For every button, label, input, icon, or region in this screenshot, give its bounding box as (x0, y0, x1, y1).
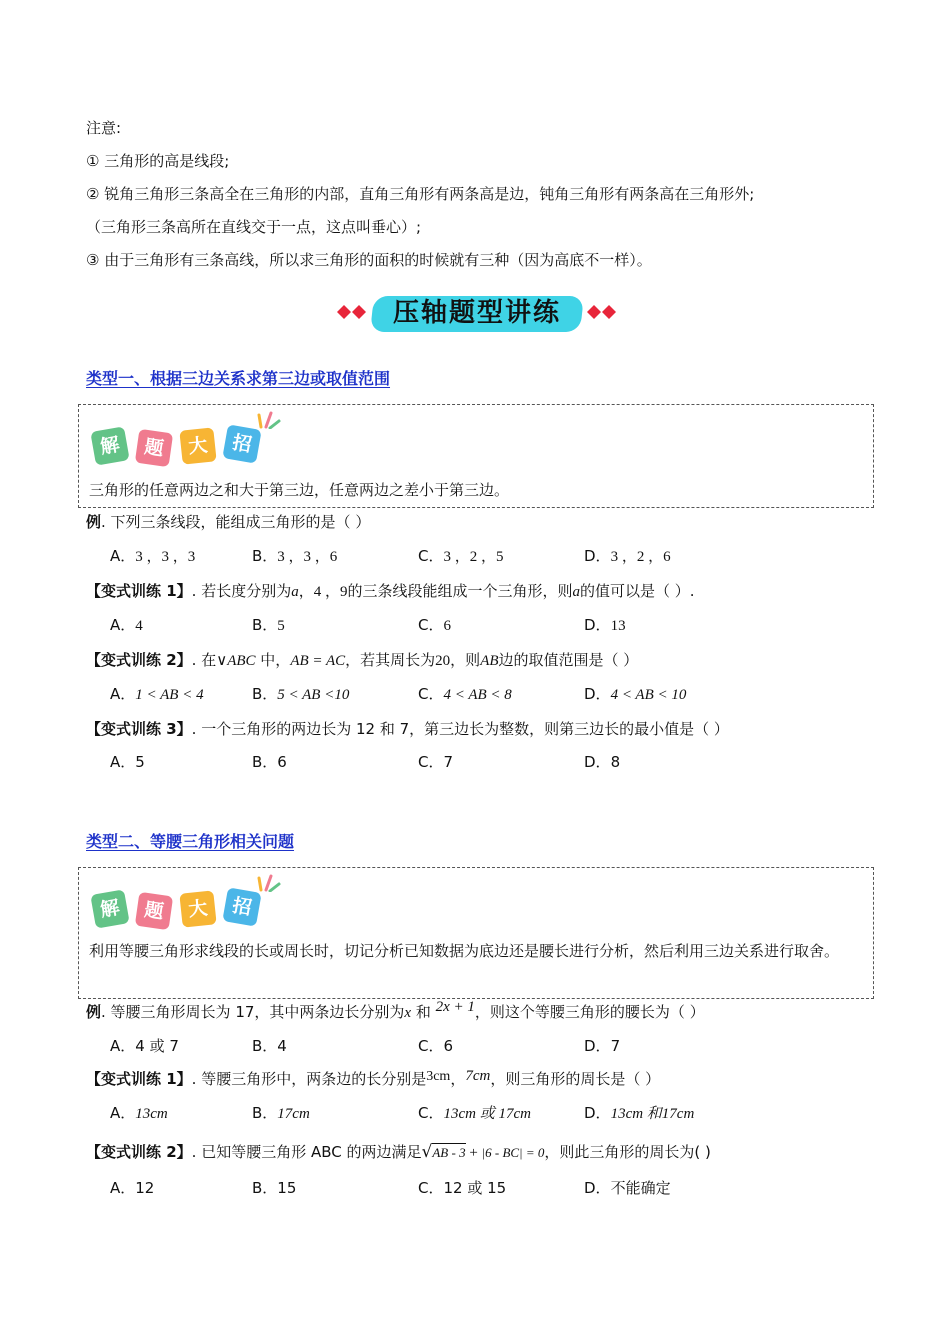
diamond-icon (336, 304, 368, 320)
type1-v3-option-a[interactable]: A．5 (110, 753, 145, 771)
type2-example-option-b[interactable]: B．4 (252, 1037, 287, 1055)
variant-question-part: + (465, 1145, 482, 1161)
note-item-3: ③ 由于三角形有三条高线，所以求三角形的面积的时候就有三种（因为高底不一样）。 (86, 251, 652, 269)
variant-question-part: . 若长度分别为 (191, 582, 292, 600)
type2-v1-option-b[interactable]: B．17cm (252, 1104, 310, 1122)
type1-variant3 (86, 719, 729, 739)
variant-question-part: ， (450, 1070, 466, 1088)
variant-question-part: . 等腰三角形中，两条边的长分别是 (191, 1070, 427, 1088)
tip-badge-4: 招 (222, 424, 261, 463)
sparkle-icon (257, 872, 281, 892)
type2-example-option-a[interactable]: A．4 或 7 (110, 1037, 179, 1055)
note-title: 注意: (86, 119, 122, 137)
example-question: . 下列三条线段，能组成三角形的是（ ） (101, 513, 371, 531)
type1-example-option-d[interactable]: D．3 ，2 ，6 (584, 547, 671, 565)
sparkle-icon (257, 409, 281, 429)
type1-v3-option-b[interactable]: B．6 (252, 753, 287, 771)
type1-example-option-b[interactable]: B．3 ，3 ，6 (252, 547, 338, 565)
example-question-part: ，则这个等腰三角形的腰长为（ ） (474, 1003, 705, 1021)
banner-diamonds-left (336, 304, 368, 324)
absolute-expression: |6 - BC| = 0 (481, 1145, 545, 1160)
variant-question-part: ，则 (450, 651, 481, 669)
type1-v2-option-a[interactable]: A．1 < AB < 4 (110, 685, 204, 703)
note-item-2b: （三角形三条高所在直线交于一点，这点叫垂心）; (86, 218, 422, 236)
type2-v1-option-c[interactable]: C．13cm 或 17cm (418, 1104, 531, 1122)
tip-badges (93, 886, 283, 934)
variant-question-part: . 已知等腰三角形 ABC 的两边满足 (191, 1143, 422, 1161)
type1-example-option-a[interactable]: A．3 ，3 ，3 (110, 547, 196, 565)
tip-badge-4: 招 (222, 887, 261, 926)
type1-variant1 (86, 581, 695, 602)
type2-tip-box (78, 867, 874, 999)
segment-ab: AB (480, 653, 499, 669)
variant-label: 【变式训练 1】 (86, 1070, 192, 1088)
sqrt-expression: AB - 3 (432, 1145, 466, 1160)
type2-v2-option-d[interactable]: D．不能确定 (584, 1179, 671, 1197)
type2-v1-option-a[interactable]: A．13cm (110, 1104, 168, 1122)
type1-example-option-c[interactable]: C．3 ，2 ，5 (418, 547, 504, 565)
variable-a: a (572, 584, 580, 600)
type2-example-option-c[interactable]: C．6 (418, 1037, 454, 1055)
type2-example-option-d[interactable]: D．7 (584, 1037, 621, 1055)
variant-label: 【变式训练 1】 (86, 582, 192, 600)
length-value: 7cm (465, 1068, 491, 1084)
type1-heading[interactable]: 类型一、根据三边关系求第三边或取值范围 (86, 369, 391, 388)
variant-question-part: ，4 ，9 (298, 584, 348, 600)
banner-diamonds-right (586, 304, 618, 324)
sqrt-symbol: √ (421, 1142, 433, 1162)
example-label: 例 (86, 1003, 102, 1021)
type1-v3-option-d[interactable]: D．8 (584, 753, 621, 771)
variant-question-part: ，若其周长为 (345, 651, 436, 669)
type2-example (86, 999, 705, 1023)
type2-variant2 (86, 1142, 711, 1163)
type2-v2-option-a[interactable]: A．12 (110, 1179, 155, 1197)
tip-badge-3: 大 (179, 427, 216, 464)
type1-tip-box (78, 404, 874, 508)
type1-v1-option-a[interactable]: A．4 (110, 616, 143, 634)
tip-badges (93, 423, 283, 471)
type2-v1-option-d[interactable]: D．13cm 和17cm (584, 1104, 695, 1122)
variant-question-part: . 在 (191, 651, 217, 669)
variant-label: 【变式训练 3】 (86, 720, 192, 738)
variant-question-part: ，则三角形的周长是（ ） (490, 1070, 661, 1088)
tip-badge-2: 题 (135, 429, 173, 467)
type1-v2-option-b[interactable]: B．5 < AB <10 (252, 685, 350, 703)
type1-v1-option-c[interactable]: C．6 (418, 616, 451, 634)
type1-v1-option-d[interactable]: D．13 (584, 616, 626, 634)
example-question-part: . 等腰三角形周长为 17，其中两条边长分别为 (101, 1003, 405, 1021)
type1-v3-option-c[interactable]: C．7 (418, 753, 454, 771)
variant-label: 【变式训练 2】 (86, 651, 192, 669)
equation: AB = AC (290, 653, 346, 669)
type1-variant2 (86, 650, 638, 671)
type2-variant1 (86, 1069, 660, 1091)
variant-question-part: 的三条线段能组成一个三角形，则 (347, 582, 573, 600)
tip-badge-3: 大 (179, 890, 216, 927)
expression: 2x + 1 (435, 999, 475, 1015)
note-item-2: ② 锐角三角形三条高全在三角形的内部，直角三角形有两条高是边，钝角三角形有两条高在三角形外; (86, 185, 755, 203)
type1-v1-option-b[interactable]: B．5 (252, 616, 285, 634)
type2-v2-option-b[interactable]: B．15 (252, 1179, 297, 1197)
variant-label: 【变式训练 2】 (86, 1143, 192, 1161)
tip-badge-1: 解 (90, 426, 129, 465)
variable-x: x (404, 1005, 412, 1021)
type2-v2-option-c[interactable]: C．12 或 15 (418, 1179, 507, 1197)
variant-question-part: 中， (255, 651, 291, 669)
note-item-1: ① 三角形的高是线段; (86, 152, 230, 170)
example-label: 例 (86, 513, 102, 531)
variable-a: a (291, 584, 299, 600)
tip-badge-2: 题 (135, 892, 173, 930)
variant-question-part: ，则此三角形的周长为( ) (544, 1143, 711, 1161)
type1-tip-text: 三角形的任意两边之和大于第三边，任意两边之差小于第三边。 (89, 481, 510, 499)
length-value: 3cm (426, 1069, 451, 1084)
variant-question-part: 的值可以是（ ）. (580, 582, 695, 600)
variant-question-part: 边的取值范围是（ ） (498, 651, 639, 669)
perimeter-value: 20 (435, 653, 451, 669)
type1-example (86, 512, 370, 532)
banner-title: 压轴题型讲练 (392, 298, 561, 328)
type2-heading[interactable]: 类型二、等腰三角形相关问题 (86, 832, 295, 851)
diamond-icon (586, 304, 618, 320)
tip-badge-1: 解 (90, 889, 129, 928)
type1-v2-option-d[interactable]: D．4 < AB < 10 (584, 685, 687, 703)
variant-question: . 一个三角形的两边长为 12 和 7，第三边长为整数，则第三边长的最小值是（ ） (191, 720, 729, 738)
example-question-part: 和 (411, 1003, 436, 1021)
type1-v2-option-c[interactable]: C．4 < AB < 8 (418, 685, 512, 703)
triangle-symbol: ∨ABC (216, 653, 256, 669)
type2-tip-text: 利用等腰三角形求线段的长或周长时，切记分析已知数据为底边还是腰长进行分析，然后利用三边关系进行取舍。 (89, 942, 840, 960)
